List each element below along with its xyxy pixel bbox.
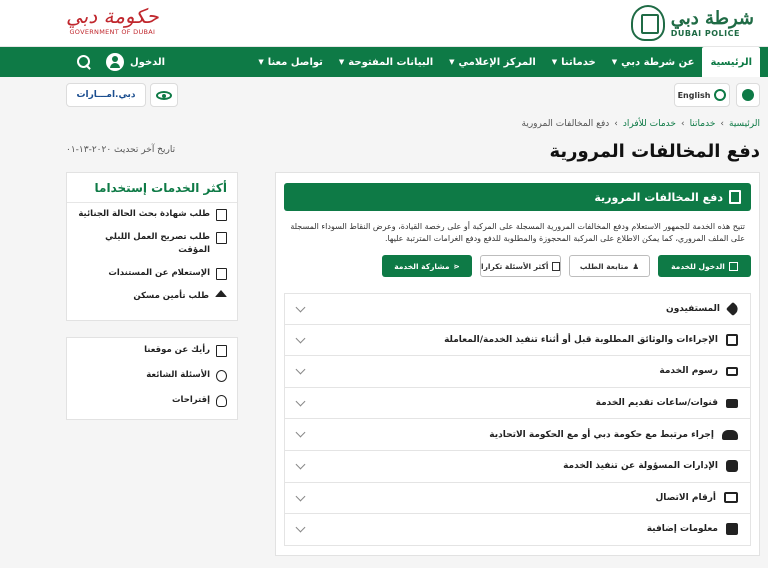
accordion-additional-info[interactable] [284, 514, 751, 546]
breadcrumb [522, 119, 761, 129]
nav-home-label: الرئيسية [710, 56, 752, 68]
accordion-label: قنوات/ساعات تقديم الخدمة [595, 398, 718, 409]
faq-label: أكثر الأسئلة تكرارا [481, 261, 549, 271]
service-info-accordion [284, 293, 751, 546]
tools-row [0, 83, 768, 109]
most-used-title: أكثر الخدمات إستخداما [67, 173, 237, 203]
square-icon [726, 523, 738, 535]
contact-card-icon [724, 492, 738, 503]
accordion-responsible-departments[interactable] [284, 451, 751, 483]
service-details-card [275, 172, 760, 556]
nav-about[interactable] [604, 47, 703, 77]
language-switch-button[interactable] [674, 83, 730, 107]
sidebar-item-label: رأيك عن موقعنا [144, 345, 210, 355]
checkbox-icon [726, 334, 738, 346]
chevron-down-icon [296, 491, 306, 501]
user-icon [106, 53, 124, 71]
main-navbar [0, 47, 768, 77]
chevron-down-icon: ▼ [258, 58, 264, 66]
faq-icon [552, 262, 560, 271]
page-title: دفع المخالفات المرورية [549, 141, 760, 162]
government-of-dubai-logo[interactable] [66, 4, 159, 36]
language-label: English [677, 90, 711, 100]
dubai-police-wordmark [671, 9, 754, 38]
accordion-label: إجراء مرتبط مع حكومة دبي أو مع الحكومة الاتحادية [489, 429, 714, 440]
last-updated-date: تاريخ آخر تحديث ٢٠٢٠-١٣-٠١ [66, 145, 176, 155]
nav-home[interactable] [702, 47, 760, 77]
payment-document-icon [729, 190, 741, 204]
feedback-icon [216, 345, 227, 357]
sidebar-item-home-security[interactable] [67, 285, 237, 308]
service-header [284, 183, 751, 211]
chevron-down-icon: ▼ [449, 58, 455, 66]
accordion-label: الإدارات المسؤولة عن تنفيذ الخدمة [563, 461, 718, 472]
settings-icon [742, 89, 754, 101]
dubai-police-arabic: شرطة دبي [670, 7, 754, 29]
dubai-emarat-label: دبي.امـــارات [76, 90, 136, 100]
share-icon: ⋖ [453, 261, 460, 271]
sidebar-item-label: طلب شهادة بحث الحالة الجنائية [78, 209, 210, 219]
accordion-label: أرقام الاتصال [655, 492, 716, 503]
chevron-down-icon: ▼ [611, 58, 618, 66]
house-icon [215, 290, 227, 297]
police-cap-icon [722, 430, 738, 440]
chevron-down-icon: ▼ [551, 58, 558, 66]
chevron-down-icon [296, 365, 306, 375]
track-request-label: متابعة الطلب [579, 261, 629, 271]
service-description: تتيح هذه الخدمة للجمهور الاستعلام ودفع المخالفات المرورية المسجلة على المركبة أو على رخصة القيادة، وعرض النقاط السوداء المسجلة على الملف المروري، كما يمكن الاطلاع على المركبة المحجوزة والمطلوبة للدفع ودفع الغرامات المترتبة عليها. [290, 222, 745, 243]
sidebar-item-label: طلب تصريح العمل الليلي المؤقت [105, 232, 210, 255]
dubai-police-english: DUBAI POLICE [670, 28, 740, 38]
sidebar-item-label: إقتراحات [171, 395, 210, 405]
help-icon [216, 370, 227, 382]
document-search-icon [216, 268, 227, 280]
nav-about-label: عن شرطة دبي [621, 56, 695, 68]
sidebar-item-suggestions[interactable] [67, 388, 237, 413]
faq-button[interactable] [480, 255, 561, 277]
video-camera-icon [726, 399, 738, 408]
quick-links-panel [66, 337, 238, 420]
eye-icon [156, 91, 172, 100]
accordion-beneficiaries[interactable] [284, 293, 751, 325]
document-icon [216, 209, 227, 221]
most-used-services-panel [66, 172, 238, 321]
nav-services-label: خدماتنا [561, 56, 596, 68]
breadcrumb-individual-services[interactable]: خدمات للأفراد [622, 119, 676, 129]
chevron-down-icon [296, 303, 306, 313]
breadcrumb-separator: › [614, 119, 618, 129]
accordion-service-fees[interactable] [284, 356, 751, 388]
globe-icon [714, 89, 726, 101]
login-button[interactable] [106, 53, 165, 71]
sidebar-item-document-inquiry[interactable] [67, 262, 237, 285]
sidebar-item-criminal-status[interactable] [67, 203, 237, 226]
sidebar-item-label: الإستعلام عن المستندات [108, 268, 210, 278]
accessibility-settings-button[interactable] [736, 83, 760, 107]
accordion-linked-procedures[interactable] [284, 419, 751, 451]
breadcrumb-home[interactable]: الرئيسية [729, 119, 760, 129]
nav-services[interactable] [544, 47, 604, 77]
sidebar-item-night-work-permit[interactable] [67, 226, 237, 262]
sidebar-item-label: طلب تأمين مسكن [133, 291, 209, 301]
tag-icon [726, 302, 740, 316]
chevron-down-icon [296, 396, 306, 406]
share-service-label: مشاركة الخدمة [394, 261, 450, 271]
breadcrumb-separator: › [680, 119, 685, 129]
sidebar-item-faq[interactable] [67, 363, 237, 388]
login-label: الدخول [130, 56, 166, 68]
dubai-emarat-link[interactable] [66, 83, 146, 107]
accordion-label: المستفيدون [666, 303, 720, 314]
login-arrow-icon [729, 262, 738, 271]
accordion-contact-numbers[interactable] [284, 483, 751, 515]
nav-user-area [76, 47, 165, 77]
accordion-channels-hours[interactable] [284, 388, 751, 420]
nav-open-data-label: البيانات المفتوحة [348, 56, 434, 68]
login-to-service-button[interactable] [658, 255, 751, 277]
breadcrumb-separator: › [720, 119, 724, 129]
chevron-down-icon [296, 523, 306, 533]
nav-contact[interactable] [250, 47, 331, 77]
accordion-procedures-documents[interactable] [284, 325, 751, 357]
nav-media-center[interactable] [441, 47, 544, 77]
nav-open-data[interactable] [331, 47, 441, 77]
top-logo-bar [0, 0, 768, 47]
service-header-title: دفع المخالفات المرورية [594, 190, 723, 204]
login-to-service-label: الدخول للخدمة [671, 261, 725, 271]
nav-media-label: المركز الإعلامي [458, 56, 536, 68]
document-icon [216, 232, 227, 244]
gear-icon [726, 460, 738, 472]
breadcrumb-services[interactable]: خدماتنا [689, 119, 716, 129]
chevron-down-icon [296, 460, 306, 470]
chevron-down-icon [296, 333, 306, 343]
gov-logo-arabic: حكومة دبي [66, 4, 159, 28]
gov-logo-english: GOVERNMENT OF DUBAI [69, 28, 156, 36]
track-request-button[interactable] [569, 255, 650, 277]
visual-accessibility-button[interactable] [150, 83, 178, 107]
breadcrumb-current: دفع المخالفات المرورية [521, 119, 610, 129]
accordion-label: الإجراءات والوثائق المطلوبة قبل أو أثناء تنفيذ الخدمة/المعاملة [444, 334, 718, 345]
share-service-button[interactable] [382, 255, 472, 277]
sidebar-item-feedback[interactable] [67, 338, 237, 363]
walking-person-icon: ♟ [632, 261, 640, 271]
chevron-down-icon [296, 428, 306, 438]
dubai-police-logo[interactable] [631, 4, 754, 42]
accordion-label: رسوم الخدمة [659, 366, 718, 377]
dubai-police-emblem-icon [631, 5, 665, 41]
credit-card-icon [726, 367, 738, 376]
accordion-label: معلومات إضافية [646, 524, 718, 535]
search-icon[interactable] [76, 54, 92, 70]
sidebar-item-label: الأسئلة الشائعة [146, 370, 210, 380]
nav-contact-label: تواصل معنا [267, 56, 323, 68]
bulb-icon [216, 395, 227, 407]
chevron-down-icon: ▼ [338, 58, 345, 66]
